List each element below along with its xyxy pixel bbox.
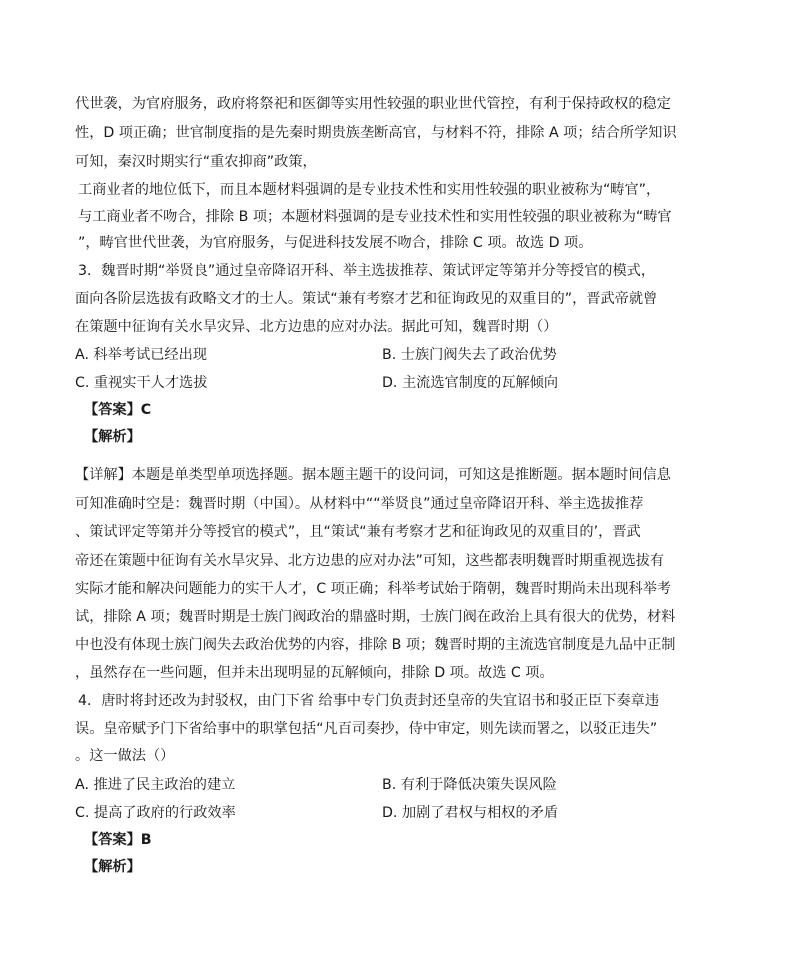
detail-line: ，虽然存在一些问题，但并未出现明显的瓦解倾向，排除 D 项。故选 C 项。: [75, 665, 554, 681]
option-c: C. 提高了政府的行政效率: [75, 805, 236, 821]
text-line: ”，畴官世代世袭，为官府服务，与促进科技发展不吻合，排除 C 项。故选 D 项。: [78, 235, 593, 251]
option-c: C. 重视实干人才选拔: [75, 375, 208, 391]
detail-line: 、策试评定等第并分等授官的模式”，且“策试“兼有考察才艺和征询政见的双重目的’，晋武: [75, 524, 641, 540]
text-line: 代世袭，为官府服务，政府将祭祀和医御等实用性较强的职业世代管控，有利于保持政权的稳定: [75, 96, 671, 112]
option-a: A. 推进了民主政治的建立: [75, 777, 236, 793]
analysis-label: 【解析】: [84, 429, 141, 445]
question-stem-line: 在策题中征询有关水旱灾异、北方边患的应对办法。据此可知，魏晋时期（）: [75, 319, 558, 335]
detail-line: 【详解】本题是单类型单项选择题。据本题主题干的设问词，可知这是推断题。据本题时间信息: [75, 467, 671, 483]
question-stem-line: 3．魏晋时期“举贤良”通过皇帝降诏开科、举主选拔推荐、策试评定等第并分等授官的模式，: [78, 263, 656, 279]
text-line: 可知，秦汉时期实行“重农抑商”政策，: [75, 154, 317, 170]
text-line: 性，D 项正确；世官制度指的是先秦时期贵族垄断高官，与材料不符，排除 A 项；结合所学知识: [75, 125, 677, 141]
question-stem-line: 误。皇帝赋予门下省给事中的职掌包括“凡百司奏抄，侍中审定，则先读而署之，以驳正违失”: [75, 721, 658, 737]
option-a: A. 科举考试已经出现: [75, 347, 207, 363]
analysis-label: 【解析】: [84, 859, 141, 875]
question-stem-line: 。这一做法（）: [75, 748, 175, 764]
answer-label: 【答案】B: [84, 832, 152, 848]
detail-line: 试，排除 A 项；魏晋时期是士族门阀政治的鼎盛时期，士族门阀在政治上具有很大的优势，材料: [75, 609, 676, 625]
answer-label: 【答案】C: [84, 402, 152, 418]
text-line: 工商业者的地位低下，而且本题材料强调的是专业技术性和实用性较强的职业被称为“畴官”，: [78, 182, 661, 198]
question-stem-line: 4．唐时将封还改为封驳权，由门下省 给事中专门负责封还皇帝的失宜诏书和驳正臣下奏章违: [78, 693, 660, 709]
detail-line: 帝还在策题中征询有关水旱灾异、北方边患的应对办法”可知，这些都表明魏晋时期重视选拔有: [75, 553, 665, 569]
detail-line: 可知准确时空是：魏晋时期（中国）。从材料中““举贤良”通过皇帝降诏开科、举主选拔推荐: [75, 496, 644, 512]
option-b: B. 有利于降低决策失误风险: [382, 777, 557, 793]
option-b: B. 士族门阀失去了政治优势: [382, 347, 557, 363]
option-d: D. 主流选官制度的瓦解倾向: [382, 375, 559, 391]
detail-line: 实际才能和解决问题能力的实干人才，C 项正确；科举考试始于隋朝，魏晋时期尚未出现科举考: [75, 581, 672, 597]
text-line: 与工商业者不吻合，排除 B 项；本题材料强调的是专业技术性和实用性较强的职业被称为“畴官: [78, 209, 672, 225]
detail-line: 中也没有体现士族门阀失去政治优势的内容，排除 B 项；魏晋时期的主流选官制度是九品中正制: [75, 637, 676, 653]
question-stem-line: 面向各阶层选拔有政略文才的士人。策试“兼有考察才艺和征询政见的双重目的”，晋武帝就曾: [75, 291, 658, 307]
option-d: D. 加剧了君权与相权的矛盾: [382, 805, 559, 821]
